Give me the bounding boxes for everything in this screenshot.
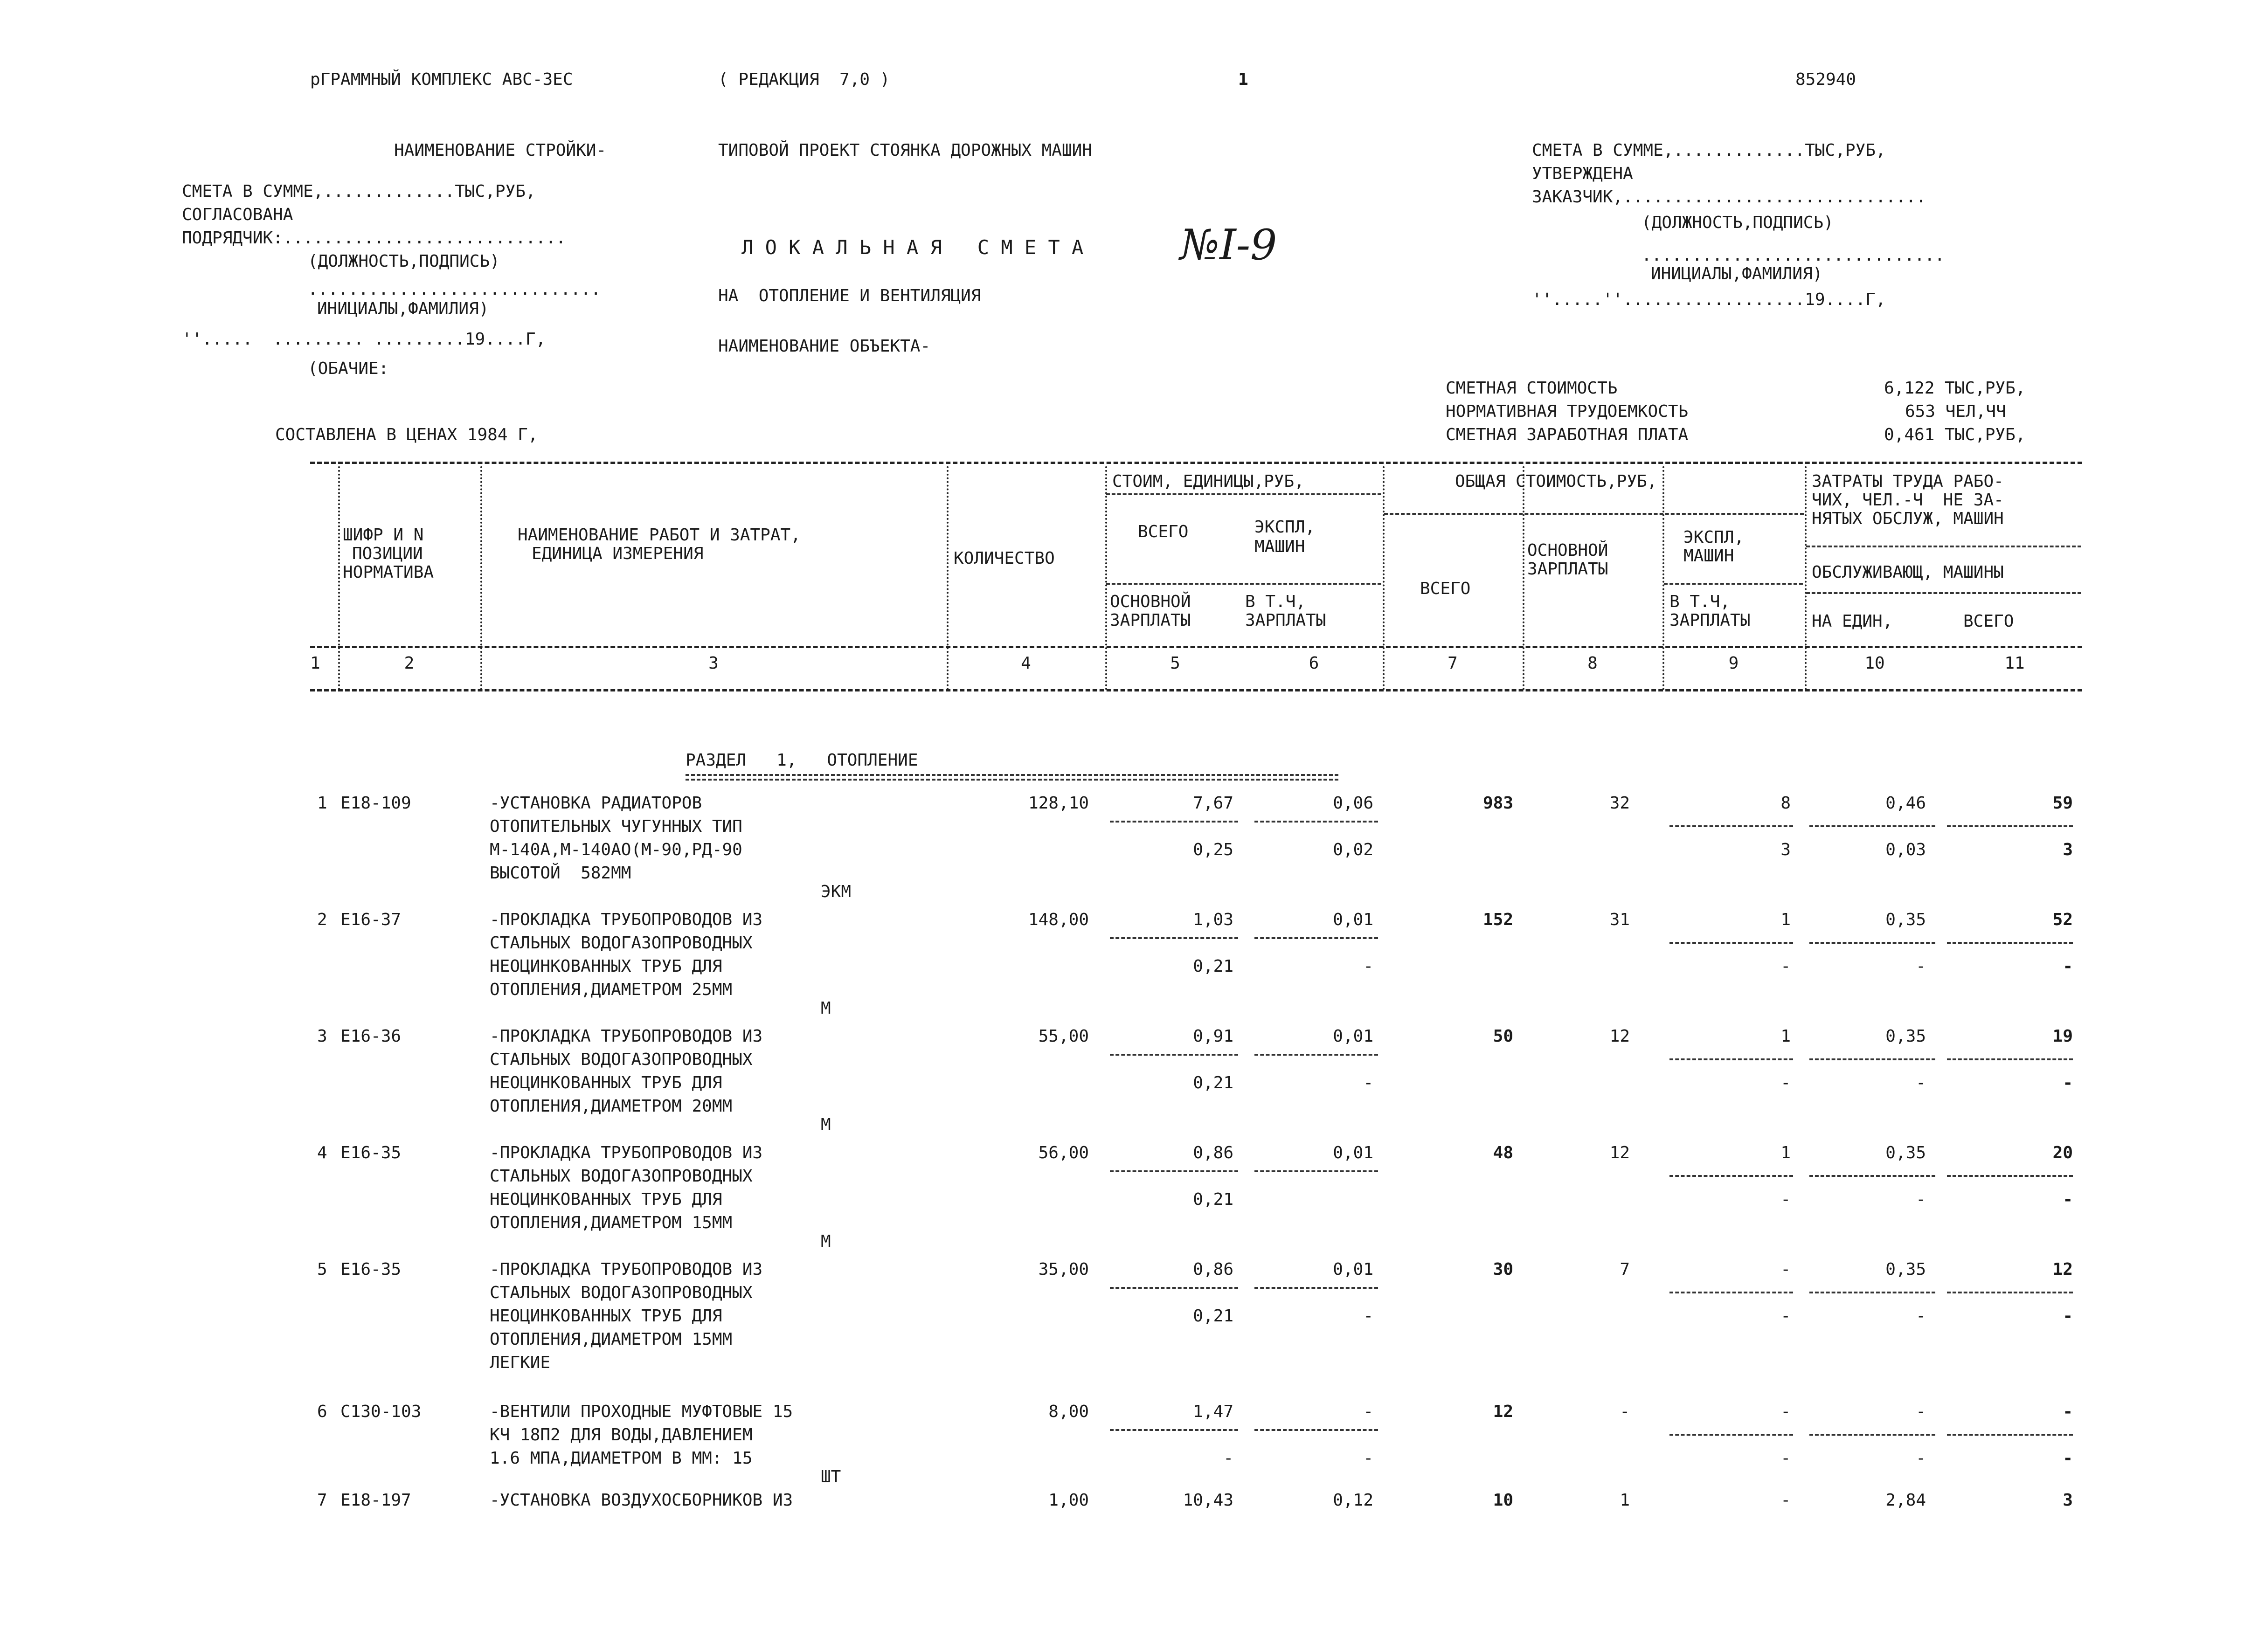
row-description: ОТОПИТЕЛЬНЫХ ЧУГУННЫХ ТИП (490, 817, 742, 836)
row-labor-unit: 2,84 (1885, 1491, 1926, 1510)
row-number: 1 (317, 794, 327, 813)
col-num-9: 9 (1728, 654, 1739, 673)
row-code: Е16-35 (340, 1260, 402, 1279)
row-unit-base: 0,25 (1193, 840, 1233, 859)
col-num-4: 4 (1021, 654, 1031, 673)
cell-divider (1809, 942, 1935, 944)
col2-head-a: НАИМЕНОВАНИЕ РАБОТ И ЗАТРАТ, (518, 525, 801, 545)
row-total: 152 (1482, 910, 1513, 929)
row-total: 48 (1493, 1143, 1513, 1162)
cell-divider (1254, 937, 1378, 939)
row-unit-mach: 0,01 (1333, 910, 1373, 929)
row-description: -УСТАНОВКА РАДИАТОРОВ (490, 794, 702, 813)
page-number: 1 (1238, 70, 1248, 89)
row-unit: ШТ (821, 1467, 841, 1486)
row-labor-unit: 0,35 (1885, 910, 1926, 929)
left-position-signature: (ДОЛЖНОСТЬ,ПОДПИСЬ) (308, 252, 500, 271)
cell-divider (1669, 1434, 1793, 1436)
unit-mach-head-b: МАШИН (1254, 537, 1305, 556)
row-quantity: 55,00 (1038, 1027, 1089, 1046)
row-unit-wages: 0,02 (1333, 840, 1373, 859)
col-num-6: 6 (1309, 654, 1319, 673)
cell-divider (1110, 937, 1238, 939)
cell-divider (1669, 825, 1793, 827)
row-unit-wages: - (1363, 1306, 1373, 1326)
row-description: М-140А,М-140АО(М-90,РД-90 (490, 840, 742, 859)
row-number: 7 (317, 1491, 327, 1510)
row-labor-total-2: 3 (2063, 840, 2073, 859)
row-unit: М (821, 1232, 831, 1251)
row-labor-unit-2: - (1916, 1306, 1926, 1326)
handwritten-number: №I-9 (1180, 221, 1277, 270)
labor-service-head: ОБСЛУЖИВАЮЩ, МАШИНЫ (1812, 563, 2004, 582)
row-labor-total: - (2063, 1402, 2073, 1421)
left-estimate-sum: СМЕТА В СУММЕ,.............ТЫС,РУБ, (182, 182, 536, 201)
col1-head-a: ШИФР И N (343, 525, 424, 545)
cell-divider (1809, 1175, 1935, 1177)
row-labor-total: 19 (2052, 1027, 2073, 1046)
summary-wages-value: 0,461 ТЫС,РУБ, (1884, 425, 2026, 444)
unit-cost-head: СТОИМ, ЕДИНИЦЫ,РУБ, (1112, 472, 1304, 491)
total-base-head-a: ОСНОВНОЙ (1527, 541, 1608, 560)
row-code: Е16-36 (340, 1027, 402, 1046)
row-total-mach: 1 (1780, 910, 1791, 929)
left-date: ''..... ......... .........19....Г, (182, 330, 546, 349)
cell-divider (1254, 1287, 1378, 1289)
row-total-wages: - (1780, 1306, 1791, 1326)
row-description: ВЫСОТОЙ 582ММ (490, 864, 631, 883)
unit-wages-head-b: ЗАРПЛАТЫ (1245, 611, 1326, 630)
cell-divider (1110, 821, 1238, 823)
row-total-mach: 8 (1780, 794, 1791, 813)
row-quantity: 128,10 (1028, 794, 1089, 813)
row-description: -ПРОКЛАДКА ТРУБОПРОВОДОВ ИЗ (490, 1143, 763, 1162)
header-bottom-rule (310, 689, 2082, 691)
col-num-10: 10 (1864, 654, 1885, 673)
summary-cost-value: 6,122 ТЫС,РУБ, (1884, 379, 2026, 398)
right-customer: ЗАКАЗЧИК,.............................. (1532, 187, 1926, 207)
cell-divider (1947, 1292, 2073, 1293)
row-description: НЕОЦИНКОВАННЫХ ТРУБ ДЛЯ (490, 957, 722, 976)
rule (1806, 592, 2081, 594)
row-labor-total: 20 (2052, 1143, 2073, 1162)
row-quantity: 56,00 (1038, 1143, 1089, 1162)
unit-total-head: ВСЕГО (1138, 522, 1189, 541)
row-labor-total-2: - (2063, 1306, 2073, 1326)
row-labor-unit: 0,35 (1885, 1027, 1926, 1046)
row-labor-unit: 0,46 (1885, 794, 1926, 813)
row-description: СТАЛЬНЫХ ВОДОГАЗОПРОВОДНЫХ (490, 1050, 753, 1069)
row-code: Е16-37 (340, 910, 402, 929)
cell-divider (1110, 1054, 1238, 1056)
rule (1106, 583, 1381, 585)
construction-value: ТИПОВОЙ ПРОЕКТ СТОЯНКА ДОРОЖНЫХ МАШИН (718, 141, 1092, 160)
right-position-signature: (ДОЛЖНОСТЬ,ПОДПИСЬ) (1642, 213, 1834, 232)
cell-divider (1669, 1292, 1793, 1293)
cell-divider (1110, 1170, 1238, 1172)
cell-divider (1947, 825, 2073, 827)
row-unit: ЭКМ (821, 882, 852, 901)
col2-head-b: ЕДИНИЦА ИЗМЕРЕНИЯ (532, 544, 704, 563)
row-total-mach: - (1780, 1402, 1791, 1421)
section-underline (686, 774, 1338, 781)
labor-all-head: ВСЕГО (1963, 612, 2014, 631)
row-total-wages: - (1780, 1190, 1791, 1209)
doc-title: Л О К А Л Ь Н А Я С М Е Т А (741, 236, 1084, 259)
cell-divider (1809, 1292, 1935, 1293)
row-unit-base: - (1223, 1449, 1233, 1468)
total-all-head: ВСЕГО (1420, 579, 1471, 598)
labor-head-c: НЯТЫХ ОБСЛУЖ, МАШИН (1812, 509, 2004, 528)
row-unit-base: 0,21 (1193, 1073, 1233, 1092)
row-labor-unit: 0,35 (1885, 1260, 1926, 1279)
cell-divider (1947, 1058, 2073, 1060)
row-total: 12 (1493, 1402, 1513, 1421)
labor-head-a: ЗАТРАТЫ ТРУДА РАБО- (1812, 472, 2004, 491)
row-unit-wages: - (1363, 957, 1373, 976)
row-code: Е18-109 (340, 794, 411, 813)
rule (1384, 513, 1804, 515)
total-wages-head-b: ЗАРПЛАТЫ (1669, 611, 1751, 630)
row-labor-total-2: - (2063, 1073, 2073, 1092)
row-description: -ПРОКЛАДКА ТРУБОПРОВОДОВ ИЗ (490, 1027, 763, 1046)
row-unit-base: 0,21 (1193, 1306, 1233, 1326)
cell-divider (1254, 1170, 1378, 1172)
row-total-mach: 1 (1780, 1143, 1791, 1162)
col-num-11: 11 (2004, 654, 2025, 673)
row-number: 2 (317, 910, 327, 929)
total-mach-head-b: МАШИН (1683, 546, 1734, 566)
row-description: НЕОЦИНКОВАННЫХ ТРУБ ДЛЯ (490, 1190, 722, 1209)
row-description: -ПРОКЛАДКА ТРУБОПРОВОДОВ ИЗ (490, 1260, 763, 1279)
row-number: 6 (317, 1402, 327, 1421)
summary-wages-label: СМЕТНАЯ ЗАРАБОТНАЯ ПЛАТА (1446, 425, 1689, 444)
rule (1664, 583, 1803, 585)
row-total: 10 (1493, 1491, 1513, 1510)
cell-divider (1947, 942, 2073, 944)
left-contractor: ПОДРЯДЧИК:............................ (182, 228, 566, 248)
row-total-base: - (1620, 1402, 1630, 1421)
col1-head-b: ПОЗИЦИИ (352, 544, 423, 563)
row-unit-wages: - (1363, 1073, 1373, 1092)
row-description: -УСТАНОВКА ВОЗДУХОСБОРНИКОВ ИЗ (490, 1491, 793, 1510)
row-quantity: 148,00 (1028, 910, 1089, 929)
row-quantity: 1,00 (1048, 1491, 1089, 1510)
row-description: ОТОПЛЕНИЯ,ДИАМЕТРОМ 25ММ (490, 980, 733, 999)
labor-unit-head: НА ЕДИН, (1812, 612, 1893, 631)
row-description: КЧ 18П2 ДЛЯ ВОДЫ,ДАВЛЕНИЕМ (490, 1425, 753, 1445)
document-number: 852940 (1795, 70, 1856, 89)
row-description: ОТОПЛЕНИЯ,ДИАМЕТРОМ 15ММ (490, 1213, 733, 1232)
row-total-wages: - (1780, 957, 1791, 976)
row-description: -ВЕНТИЛИ ПРОХОДНЫЕ МУФТОВЫЕ 15 (490, 1402, 793, 1421)
row-labor-unit-2: - (1916, 1449, 1926, 1468)
left-agreed: СОГЛАСОВАНА (182, 205, 293, 224)
row-labor-total-2: - (2063, 1449, 2073, 1468)
cell-divider (1809, 1434, 1935, 1436)
row-total-wages: - (1780, 1449, 1791, 1468)
row-labor-total-2: - (2063, 1190, 2073, 1209)
row-total: 30 (1493, 1260, 1513, 1279)
row-total-base: 12 (1609, 1143, 1630, 1162)
row-unit-mach: - (1363, 1402, 1373, 1421)
row-total-base: 7 (1620, 1260, 1630, 1279)
cell-divider (1254, 821, 1378, 823)
row-total-mach: - (1780, 1491, 1791, 1510)
unit-base-head-a: ОСНОВНОЙ (1110, 592, 1191, 611)
row-code: Е16-35 (340, 1143, 402, 1162)
summary-labor-value: 653 ЧЕЛ,ЧЧ (1905, 402, 2006, 421)
program-name: рГРАММНЫЙ КОМПЛЕКС АВС-3ЕС (310, 70, 573, 89)
subject: НА ОТОПЛЕНИЕ И ВЕНТИЛЯЦИЯ (718, 286, 981, 305)
row-unit-wages: - (1363, 1449, 1373, 1468)
row-unit-total: 0,91 (1193, 1027, 1233, 1046)
col-num-7: 7 (1448, 654, 1458, 673)
col-num-3: 3 (708, 654, 719, 673)
total-mach-head-a: ЭКСПЛ, (1683, 528, 1745, 547)
construction-label: НАИМЕНОВАНИЕ СТРОЙКИ- (394, 141, 607, 160)
col-num-8: 8 (1587, 654, 1598, 673)
row-unit-mach: 0,01 (1333, 1260, 1373, 1279)
row-description: ОТОПЛЕНИЯ,ДИАМЕТРОМ 20ММ (490, 1097, 733, 1116)
row-description: СТАЛЬНЫХ ВОДОГАЗОПРОВОДНЫХ (490, 1167, 753, 1186)
cell-divider (1110, 1429, 1238, 1431)
row-labor-unit: - (1916, 1402, 1926, 1421)
cell-divider (1947, 1434, 2073, 1436)
rule (1806, 546, 2081, 547)
row-labor-unit-2: - (1916, 1190, 1926, 1209)
right-estimate-sum: СМЕТА В СУММЕ,.............ТЫС,РУБ, (1532, 141, 1886, 160)
row-labor-unit-2: - (1916, 957, 1926, 976)
row-description: -ПРОКЛАДКА ТРУБОПРОВОДОВ ИЗ (490, 910, 763, 929)
total-cost-head: ОБЩАЯ СТОИМОСТЬ,РУБ, (1455, 472, 1657, 491)
left-initials: ИНИЦИАЛЫ,ФАМИЛИЯ) (317, 299, 489, 318)
row-labor-total-2: - (2063, 957, 2073, 976)
row-description: ОТОПЛЕНИЯ,ДИАМЕТРОМ 15ММ (490, 1330, 733, 1349)
right-initials: ИНИЦИАЛЫ,ФАМИЛИЯ) (1651, 264, 1823, 283)
row-total-mach: 1 (1780, 1027, 1791, 1046)
row-total: 983 (1482, 794, 1513, 813)
total-wages-head-a: В Т.Ч, (1669, 592, 1731, 611)
col3-head: КОЛИЧЕСТВО (954, 549, 1055, 568)
row-unit: М (821, 1115, 831, 1134)
col-num-2: 2 (404, 654, 415, 673)
row-unit-base: 0,21 (1193, 1190, 1233, 1209)
row-description: НЕОЦИНКОВАННЫХ ТРУБ ДЛЯ (490, 1073, 722, 1092)
cell-divider (1669, 1175, 1793, 1177)
rule (1106, 493, 1381, 495)
unit-base-head-b: ЗАРПЛАТЫ (1110, 611, 1191, 630)
row-unit-total: 7,67 (1193, 794, 1233, 813)
row-total-base: 12 (1609, 1027, 1630, 1046)
col-num-1: 1 (310, 654, 320, 673)
row-total: 50 (1493, 1027, 1513, 1046)
row-total-mach: - (1780, 1260, 1791, 1279)
cell-divider (1809, 825, 1935, 827)
row-unit-mach: 0,06 (1333, 794, 1373, 813)
row-description: 1.6 МПА,ДИАМЕТРОМ В ММ: 15 (490, 1449, 753, 1468)
row-total-base: 1 (1620, 1491, 1630, 1510)
cell-divider (1809, 1058, 1935, 1060)
row-unit: М (821, 999, 831, 1018)
left-dots: ............................. (308, 280, 601, 299)
row-labor-unit-2: 0,03 (1885, 840, 1926, 859)
row-unit-total: 1,47 (1193, 1402, 1233, 1421)
row-labor-unit-2: - (1916, 1073, 1926, 1092)
cell-divider (1110, 1287, 1238, 1289)
row-unit-mach: 0,01 (1333, 1027, 1373, 1046)
row-description: СТАЛЬНЫХ ВОДОГАЗОПРОВОДНЫХ (490, 1283, 753, 1302)
row-description: СТАЛЬНЫХ ВОДОГАЗОПРОВОДНЫХ (490, 933, 753, 953)
edition-label: ( РЕДАКЦИЯ 7,0 ) (718, 70, 890, 89)
table-top-rule (310, 462, 2082, 464)
row-unit-total: 0,86 (1193, 1143, 1233, 1162)
summary-cost-label: СМЕТНАЯ СТОИМОСТЬ (1446, 379, 1618, 398)
row-labor-total: 59 (2052, 794, 2073, 813)
row-total-base: 31 (1609, 910, 1630, 929)
row-unit-total: 10,43 (1183, 1491, 1233, 1510)
row-total-wages: 3 (1780, 840, 1791, 859)
row-quantity: 8,00 (1048, 1402, 1089, 1421)
row-labor-total: 3 (2063, 1491, 2073, 1510)
total-base-head-b: ЗАРПЛАТЫ (1527, 560, 1608, 579)
right-approved: УТВЕРЖДЕНА (1532, 164, 1633, 183)
row-code: Е18-197 (340, 1491, 411, 1510)
row-labor-total: 52 (2052, 910, 2073, 929)
header-rule (310, 646, 2082, 648)
row-unit-total: 1,03 (1193, 910, 1233, 929)
summary-labor-label: НОРМАТИВНАЯ ТРУДОЕМКОСТЬ (1446, 402, 1689, 421)
row-labor-unit: 0,35 (1885, 1143, 1926, 1162)
cell-divider (1254, 1429, 1378, 1431)
row-unit-mach: 0,12 (1333, 1491, 1373, 1510)
row-description: НЕОЦИНКОВАННЫХ ТРУБ ДЛЯ (490, 1306, 722, 1326)
col1-head-c: НОРМАТИВА (343, 563, 434, 582)
section-title: РАЗДЕЛ 1, ОТОПЛЕНИЕ (686, 751, 918, 770)
left-note: (ОБАЧИЕ: (308, 359, 389, 378)
unit-mach-head-a: ЭКСПЛ, (1254, 518, 1316, 537)
row-number: 5 (317, 1260, 327, 1279)
cell-divider (1669, 942, 1793, 944)
unit-wages-head-a: В Т.Ч, (1245, 592, 1306, 611)
row-unit-base: 0,21 (1193, 957, 1233, 976)
col-num-5: 5 (1170, 654, 1180, 673)
row-number: 4 (317, 1143, 327, 1162)
cell-divider (1669, 1058, 1793, 1060)
row-code: С130-103 (340, 1402, 422, 1421)
right-date: ''.....''..................19....Г, (1532, 290, 1886, 309)
row-quantity: 35,00 (1038, 1260, 1089, 1279)
labor-head-b: ЧИХ, ЧЕЛ.-Ч НЕ ЗА- (1812, 491, 2004, 510)
right-dots: .............................. (1642, 246, 1945, 265)
row-labor-total: 12 (2052, 1260, 2073, 1279)
row-total-base: 32 (1609, 794, 1630, 813)
row-unit-mach: 0,01 (1333, 1143, 1373, 1162)
row-unit-total: 0,86 (1193, 1260, 1233, 1279)
row-total-wages: - (1780, 1073, 1791, 1092)
object-name-label: НАИМЕНОВАНИЕ ОБЪЕКТА- (718, 337, 931, 356)
row-number: 3 (317, 1027, 327, 1046)
row-description: ЛЕГКИЕ (490, 1353, 551, 1372)
prices-note: СОСТАВЛЕНА В ЦЕНАХ 1984 Г, (275, 425, 538, 444)
cell-divider (1947, 1175, 2073, 1177)
cell-divider (1254, 1054, 1378, 1056)
